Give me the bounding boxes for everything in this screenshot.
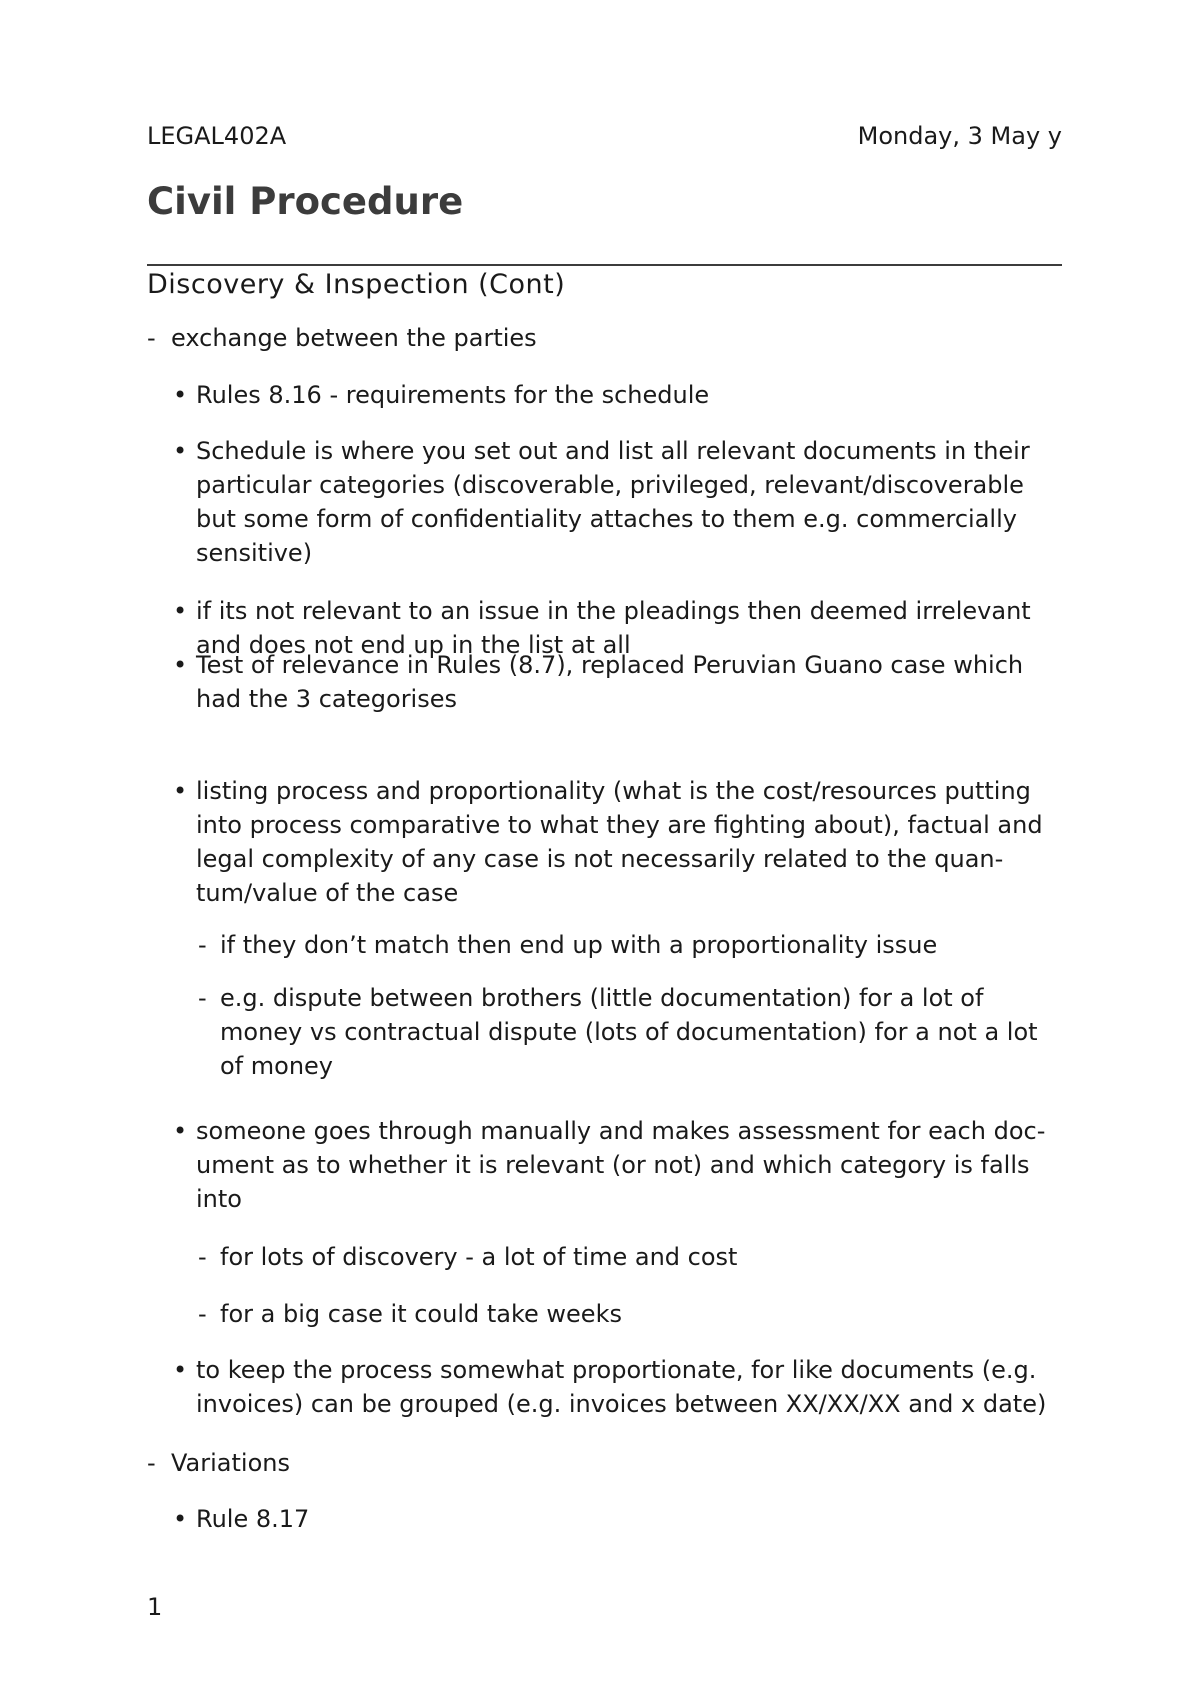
text-line: Rules 8.16 - requirements for the schedule	[196, 381, 710, 409]
dash-marker: -	[147, 1449, 156, 1477]
header-date: Monday, 3 May y	[857, 122, 1062, 150]
bullet-marker: •	[173, 597, 188, 625]
text-line: money vs contractual dispute (lots of documentation) for a not a lot	[220, 1018, 1038, 1046]
list-item-text	[220, 1297, 622, 1331]
list-item-text	[171, 1446, 290, 1480]
text-line: and does not end up in the list at all	[196, 631, 631, 659]
dash-marker: -	[198, 1300, 207, 1328]
list-item-text	[220, 928, 937, 962]
list-item-text	[196, 1114, 1045, 1216]
dash-marker: -	[198, 984, 207, 1012]
text-line: Schedule is where you set out and list all relevant documents in their	[196, 437, 1030, 465]
text-line: exchange between the parties	[171, 324, 537, 352]
text-line: into	[196, 1185, 242, 1213]
text-line: of money	[220, 1052, 334, 1080]
text-line: sensitive)	[196, 539, 313, 567]
list-item-text	[196, 1502, 309, 1536]
section-heading: Discovery & Inspection (Cont)	[147, 269, 566, 300]
dash-marker: -	[198, 931, 207, 959]
bullet-marker: •	[173, 381, 188, 409]
text-line: for a big case it could take weeks	[220, 1300, 622, 1328]
text-line: if its not relevant to an issue in the pleadings then deemed irrelevant	[196, 597, 1031, 625]
text-line: Variations	[171, 1449, 290, 1477]
list-item-text	[220, 981, 1038, 1083]
bullet-marker: •	[173, 1505, 188, 1533]
text-line: into process comparative to what they are fighting about), factual and	[196, 811, 1043, 839]
text-line: e.g. dispute between brothers (little documentation) for a lot of	[220, 984, 984, 1012]
bullet-marker: •	[173, 651, 188, 679]
text-line: Rule 8.17	[196, 1505, 310, 1533]
text-line: but some form of confidentiality attaches to them e.g. commercially	[196, 505, 1017, 533]
course-code: LEGAL402A	[147, 122, 287, 150]
page-number: 1	[147, 1593, 163, 1621]
text-line: legal complexity of any case is not necessarily related to the quan-	[196, 845, 1004, 873]
text-line: for lots of discovery - a lot of time and cost	[220, 1243, 738, 1271]
list-item-text	[196, 1353, 1046, 1421]
list-item-text	[196, 434, 1030, 570]
text-line: tum/value of the case	[196, 879, 459, 907]
text-line: to keep the process somewhat proportionate, for like documents (e.g.	[196, 1356, 1037, 1384]
text-line: Test of relevance in Rules (8.7), replaced Peruvian Guano case which	[196, 651, 1024, 679]
dash-marker: -	[147, 324, 156, 352]
page-title: Civil Procedure	[147, 180, 464, 223]
bullet-marker: •	[173, 777, 188, 805]
bullet-marker: •	[173, 1117, 188, 1145]
list-item-text	[196, 774, 1043, 910]
text-line: someone goes through manually and makes assessment for each doc-	[196, 1117, 1046, 1145]
text-line: had the 3 categorises	[196, 685, 457, 713]
text-line: listing process and proportionality (what is the cost/resources putting	[196, 777, 1031, 805]
text-line: particular categories (discoverable, privileged, relevant/discoverable	[196, 471, 1024, 499]
bullet-marker: •	[173, 1356, 188, 1384]
list-item-text	[196, 648, 1023, 716]
text-line: if they don’t match then end up with a proportionality issue	[220, 931, 938, 959]
list-item-text	[220, 1240, 737, 1274]
text-line: ument as to whether it is relevant (or not) and which category is falls	[196, 1151, 1030, 1179]
bullet-marker: •	[173, 437, 188, 465]
text-line: invoices) can be grouped (e.g. invoices between XX/XX/XX and x date)	[196, 1390, 1047, 1418]
dash-marker: -	[198, 1243, 207, 1271]
list-item-text	[196, 378, 709, 412]
list-item-text	[171, 321, 537, 355]
